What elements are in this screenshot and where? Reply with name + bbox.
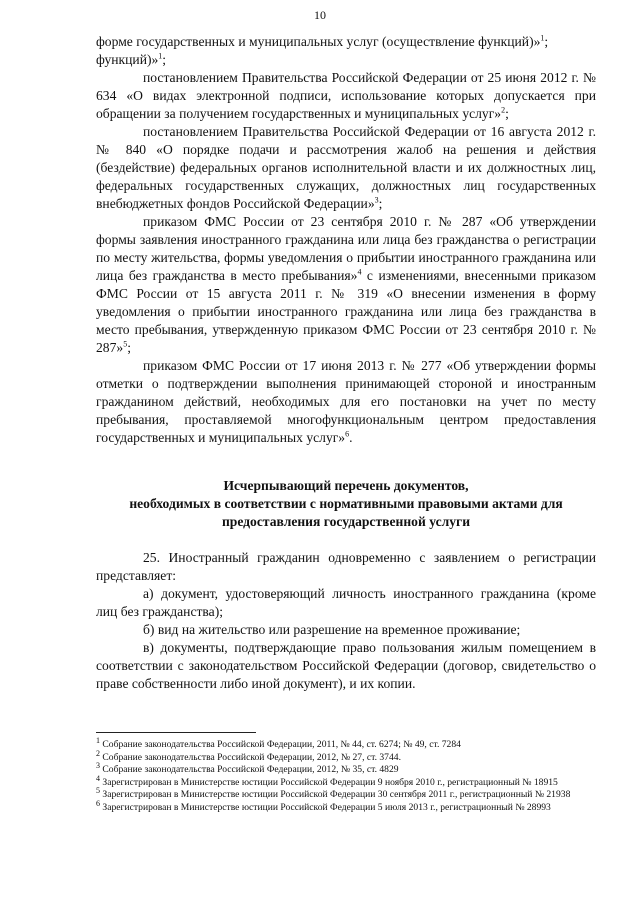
paragraph-tail: ; — [505, 106, 509, 121]
footnote-5 — [96, 785, 596, 802]
footnote-number: 6 — [96, 798, 100, 808]
paragraph-text: функций)» — [96, 52, 159, 67]
heading-line: Исчерпывающий перечень документов, — [223, 478, 469, 493]
footnote-divider — [96, 732, 256, 733]
paragraph-text: постановлением Правительства Российской Федерации от 25 июня 2012 г. № 634 «О видах электронной подписи, использование которых допускается при обращении за получением государственных и муниципальных услуг» — [96, 70, 596, 121]
section-paragraph-1: а) документ, удостоверяющий личность иностранного гражданина (кроме лиц без гражданства); — [96, 586, 596, 619]
footnote-2 — [96, 748, 596, 765]
paragraph-tail: ; — [127, 340, 131, 355]
footnote-3 — [96, 760, 596, 777]
page-number: 10 — [314, 8, 326, 22]
footnote-number: 2 — [96, 748, 100, 758]
paragraph-0 — [96, 33, 596, 51]
footnote-ref: 4 — [357, 267, 362, 277]
section-paragraph-0: 25. Иностранный гражданин одновременно с заявлением о регистрации представляет: — [96, 550, 596, 583]
paragraph-text: форме государственных и муниципальных услуг (осуществление функций)» — [96, 34, 541, 49]
paragraph-tail: с изменениями, внесенными приказом ФМС России от 15 августа 2011 г. № 319 «О внесении изменения в форму уведомления о прибытии иностранного гражданина или лица без гражданства в место пребывания, утвержденную приказом ФМС России от 23 сентября 2010 г. № 287» — [96, 268, 596, 355]
section-heading — [96, 477, 596, 531]
footnote-text: Зарегистрирован в Министерстве юстиции Российской Федерации 30 сентября 2011 г., регистрационный № 21938 — [102, 789, 571, 800]
footnotes — [96, 732, 596, 814]
paragraph-text: приказом ФМС России от 17 июня 2013 г. № 277 «Об утверждении формы отметки о подтверждении выполнения принимающей стороной и иностранным гражданином действий, необходимых для его постановки на учет по месту пребывания, проставляемой многофункциональным центром предоставления государственных и муниципальных услуг» — [96, 358, 596, 445]
footnote-text: Зарегистрирован в Министерстве юстиции Российской Федерации 9 ноября 2010 г., регистрационный № 18915 — [102, 776, 558, 788]
footnote-ref: 5 — [123, 339, 128, 349]
footnote-text: Собрание законодательства Российской Федерации, 2012, № 35, ст. 4829 — [102, 764, 399, 775]
footnote-6 — [96, 798, 596, 815]
paragraph-5 — [96, 357, 596, 447]
footnote-text: Зарегистрирован в Министерстве юстиции Российской Федерации 5 июля 2013 г., регистрационный № 28993 — [102, 801, 551, 813]
paragraph-tail: ; — [378, 196, 383, 211]
paragraph-1 — [96, 51, 596, 69]
paragraph-tail: ; — [544, 34, 549, 49]
section-paragraph-2: б) вид на жительство или разрешение на временное проживание; — [143, 622, 521, 637]
footnote-1 — [96, 735, 596, 752]
document-body — [96, 33, 596, 693]
heading-line: предоставления государственной услуги — [221, 514, 471, 529]
paragraph-3 — [96, 123, 596, 213]
footnote-number: 4 — [96, 773, 100, 783]
footnote-ref: 6 — [345, 429, 350, 439]
paragraph-2 — [96, 69, 596, 123]
footnote-4 — [96, 773, 596, 790]
paragraph-4 — [96, 213, 596, 357]
footnote-text: Собрание законодательства Российской Федерации, 2012, № 27, ст. 3744. — [102, 751, 401, 763]
footnote-number: 1 — [96, 735, 100, 745]
footnote-number: 5 — [96, 785, 100, 795]
paragraph-tail: ; — [162, 52, 167, 67]
footnote-ref: 1 — [540, 33, 545, 43]
paragraph-tail: . — [349, 430, 353, 445]
paragraph-text: приказом ФМС России от 23 сентября 2010 г. № 287 «Об утверждении формы заявления иностранного гражданина или лица без гражданства о регистрации по месту жительства, формы уведомления о прибытии иностранного гражданина или лица без гражданства в место пребывания» — [96, 214, 596, 283]
footnote-number: 3 — [96, 760, 100, 770]
footnote-ref: 3 — [374, 195, 379, 205]
footnote-ref: 2 — [501, 105, 506, 115]
paragraph-text: постановлением Правительства Российской Федерации от 16 августа 2012 г. № 840 «О порядке подачи и рассмотрения жалоб на решения и действия (бездействие) федеральных органов исполнительной власти и их должностных лиц, федеральных государственных служащих, должностных лиц государственных внебюджетных фондов Российской Федерации» — [96, 124, 596, 211]
footnote-ref: 1 — [158, 51, 163, 61]
heading-line: необходимых в соответствии с нормативными правовыми актами для — [129, 496, 563, 511]
footnote-text: Собрание законодательства Российской Федерации, 2011, № 44, ст. 6274; № 49, ст. 7284 — [102, 739, 461, 750]
section-paragraph-3: в) документы, подтверждающие право пользования жилым помещением в соответствии с законодательством Российской Федерации (договор, свидетельство о праве собственности либо иной документ), и их копии. — [96, 640, 596, 691]
